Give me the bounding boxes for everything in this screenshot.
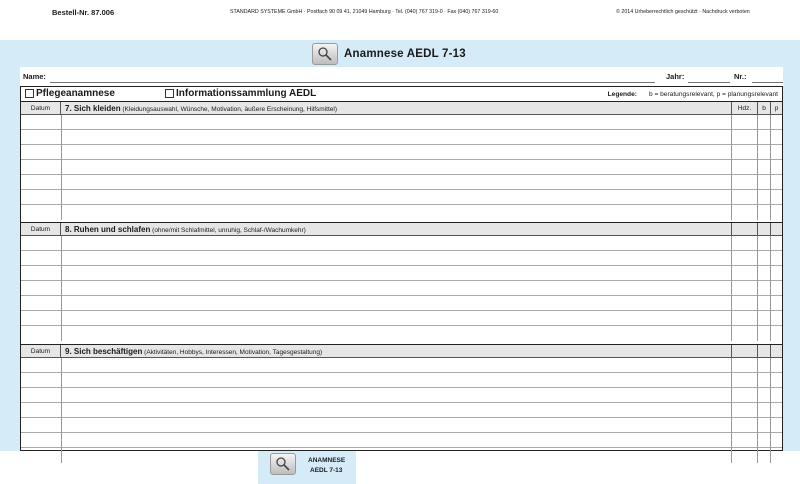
table-row[interactable] (21, 281, 782, 296)
section-subtitle: (Kleidungsauswahl, Wünsche, Motivation, äußere Erscheinung, Hilfsmittel) (122, 106, 337, 113)
section-title-main: 8. Ruhen und schlafen (65, 225, 151, 234)
number-field[interactable] (752, 82, 783, 83)
form-title: Anamnese AEDL 7-13 (344, 48, 466, 60)
datum-header: Datum (21, 345, 61, 358)
form-sheet (20, 67, 783, 451)
name-field[interactable] (50, 82, 655, 83)
checkbox[interactable] (25, 89, 34, 98)
entry-rows (21, 115, 782, 220)
table-row[interactable] (21, 418, 782, 433)
legend-label: Legende: (607, 91, 637, 98)
section-title-main: 7. Sich kleiden (65, 104, 121, 113)
table-row[interactable] (21, 190, 782, 205)
form-type-row (21, 87, 782, 102)
section-title (65, 347, 322, 356)
table-row[interactable] (21, 266, 782, 281)
table-row[interactable] (21, 251, 782, 266)
form-title-area (312, 42, 466, 66)
tab-label-line1: ANAMNESE (308, 457, 346, 464)
section-ruhen-schlafen (21, 223, 782, 341)
section-title (65, 225, 306, 234)
table-row[interactable] (21, 448, 782, 463)
entry-rows (21, 236, 782, 341)
order-number: Bestell-Nr. 87.006 (52, 8, 115, 17)
magnifier-icon (312, 43, 338, 65)
table-row[interactable] (21, 145, 782, 160)
option-pflegeanamnese[interactable] (25, 88, 115, 99)
p-column (770, 223, 782, 236)
section-title-main: 9. Sich beschäftigen (65, 347, 143, 356)
p-header: p (770, 102, 782, 115)
table-row[interactable] (21, 175, 782, 190)
b-column (757, 345, 770, 358)
tab-label-line2: AEDL 7-13 (310, 467, 343, 474)
hdz-column (731, 223, 757, 236)
table-row[interactable] (21, 403, 782, 418)
name-label: Name: (23, 72, 46, 81)
option-label: Pflegeanamnese (36, 88, 115, 99)
table-row[interactable] (21, 433, 782, 448)
patient-info-row (20, 69, 783, 83)
table-row[interactable] (21, 130, 782, 145)
option-label: Informationssammlung AEDL (176, 88, 317, 99)
section-header (21, 102, 782, 115)
checkbox[interactable] (165, 89, 174, 98)
hdz-header: Hdz. (731, 102, 757, 115)
table-row[interactable] (21, 160, 782, 175)
legend-text: b = beratungsrelevant, p = planungsrelevant (648, 91, 778, 98)
copyright-notice: © 2014 Urheberrechtlich geschützt · Nachdruck verboten (616, 9, 750, 15)
number-label: Nr.: (734, 72, 747, 81)
publisher-address: STANDARD SYSTEME GmbH · Postfach 90 09 41, 21049 Hamburg · Tel. (040) 767 319-0 · Fax (040) 767 319-60 (230, 9, 499, 15)
p-column (770, 345, 782, 358)
section-title (65, 104, 337, 113)
section-header (21, 345, 782, 358)
year-field[interactable] (688, 82, 730, 83)
legend (608, 91, 778, 98)
section-sich-beschaeftigen (21, 345, 782, 463)
table-row[interactable] (21, 373, 782, 388)
b-header: b (757, 102, 770, 115)
b-column (757, 223, 770, 236)
section-subtitle: (Aktivitäten, Hobbys, Interessen, Motivation, Tagesgestaltung) (144, 349, 323, 356)
page-header (0, 0, 800, 38)
section-sich-kleiden (21, 102, 782, 220)
table-row[interactable] (21, 115, 782, 130)
option-informationssammlung[interactable] (165, 88, 316, 99)
magnifier-icon (270, 453, 296, 475)
assessment-table (20, 86, 783, 451)
hdz-column (731, 345, 757, 358)
entry-rows (21, 358, 782, 463)
datum-header: Datum (21, 102, 61, 115)
section-subtitle: (ohne/mit Schlafmittel, unruhig, Schlaf-/Wachumkehr) (152, 227, 306, 234)
table-row[interactable] (21, 358, 782, 373)
table-row[interactable] (21, 311, 782, 326)
section-header (21, 223, 782, 236)
table-row[interactable] (21, 326, 782, 341)
table-row[interactable] (21, 388, 782, 403)
table-row[interactable] (21, 205, 782, 220)
year-label: Jahr: (666, 72, 685, 81)
datum-header: Datum (21, 223, 61, 236)
table-row[interactable] (21, 296, 782, 311)
table-row[interactable] (21, 236, 782, 251)
index-tab (258, 451, 356, 484)
